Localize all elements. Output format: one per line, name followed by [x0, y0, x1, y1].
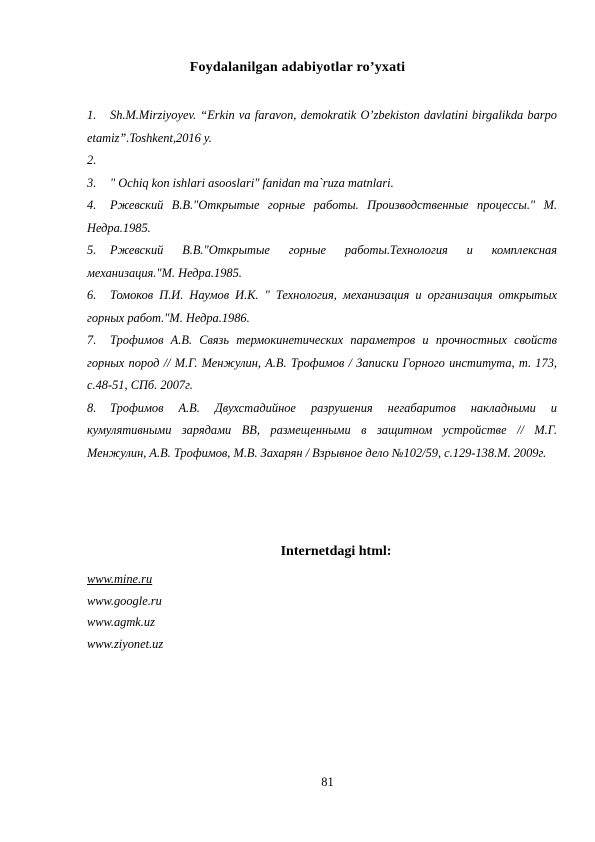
list-item — [87, 569, 163, 591]
reference-number: 4. — [87, 198, 97, 212]
reference-item — [87, 239, 557, 284]
reference-text: Томоков П.И. Наумов И.К. " Технология, механизация и организация открытых горных работ."М. Недра.1986. — [87, 288, 557, 325]
reference-item — [87, 149, 557, 172]
reference-text: Sh.M.Mirziyoyev. “Erkin va faravon, demokratik O’zbekiston davlatini birgalikda barpo etamiz”.Toshkent,2016 y. — [87, 108, 557, 145]
link-mine-ru[interactable]: www.mine.ru — [87, 572, 153, 586]
reference-item — [87, 284, 557, 329]
reference-item — [87, 172, 557, 195]
reference-list — [87, 104, 557, 464]
reference-item — [87, 329, 557, 397]
reference-text: Ржевский В.В."Открытые горные работы. Производственные процессы." М. Недра.1985. — [87, 198, 557, 235]
reference-number: 7. — [87, 333, 97, 347]
list-item — [87, 591, 163, 613]
page-number: 81 — [321, 775, 334, 789]
reference-item — [87, 104, 557, 149]
reference-number: 8. — [87, 400, 97, 415]
link-list — [87, 569, 163, 655]
link-ziyonet-uz[interactable]: www.ziyonet.uz — [87, 636, 164, 651]
reference-text: Ржевский В.В."Открытые горные работы.Технология и комплексная механизация."М. Недра.1985. — [87, 243, 557, 280]
page-title: Foydalanilgan adabiyotlar ro’yxati — [189, 60, 406, 75]
reference-number: 2. — [87, 153, 97, 167]
link-agmk-uz[interactable]: www.agmk.uz — [87, 615, 155, 629]
reference-number: 5. — [87, 243, 97, 257]
reference-number: 1. — [87, 108, 97, 122]
reference-text: " Ochiq kon ishlari asooslari" fanidan ma`ruza matnlari. — [110, 175, 394, 190]
list-item — [87, 634, 163, 656]
reference-number: 3. — [87, 175, 97, 190]
internet-sources-title: Internetdagi html: — [280, 544, 392, 559]
link-google-ru[interactable]: www.google.ru — [87, 593, 162, 608]
reference-item — [87, 194, 557, 239]
list-item — [87, 612, 163, 634]
reference-text: Трофимов А.В. Двухстадийное разрушения негабаритов накладными и кумулятивными зарядами ВВ, размещенными в защитном устройстве // М.Г. Менжулин, А.В. Трофимов, М.В. Захарян / Взрывное дело №102/59, с.129-138.М. 2009г. — [87, 400, 557, 460]
reference-item — [87, 397, 557, 465]
reference-text: Трофимов А.В. Связь термокинетических параметров и прочностных свойств горных пород // М.Г. Менжулин, А.В. Трофимов / Записки Горного института, т. 173, с.48-51, СПб. 2007г. — [87, 333, 557, 392]
reference-number: 6. — [87, 288, 97, 302]
